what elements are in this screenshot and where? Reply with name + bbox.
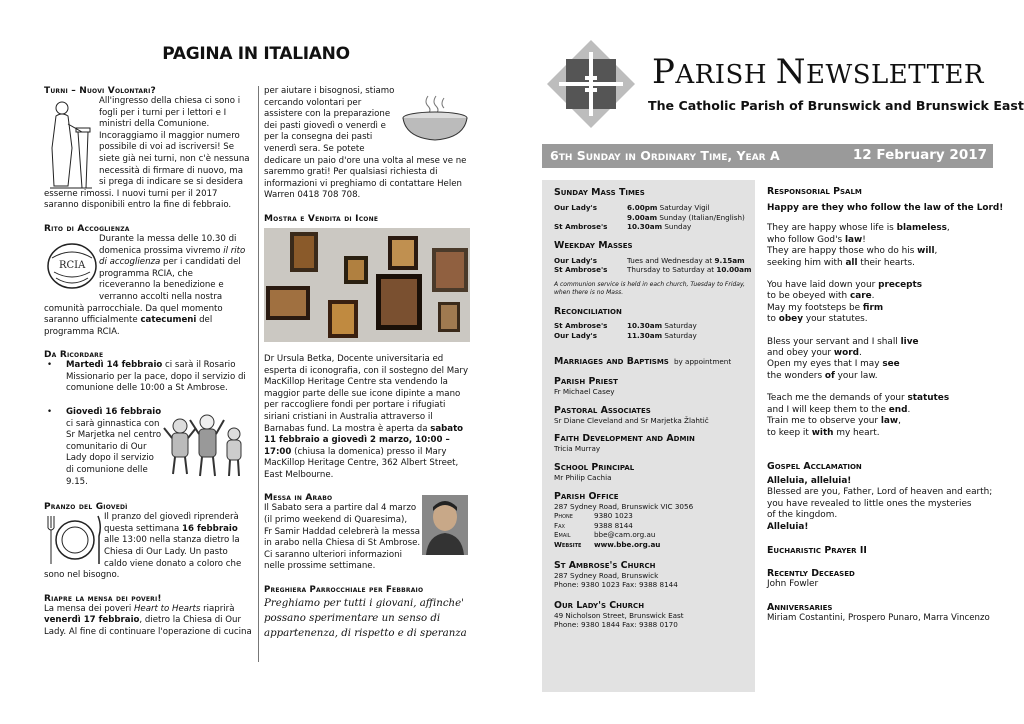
text-line: in arabo nella Chiesa di St Ambrose. [264, 538, 421, 549]
text-run: with [811, 427, 834, 438]
alleluia-line: Alleluia, alleluia! [767, 475, 852, 486]
text-line [44, 604, 254, 616]
text-run: ! [862, 234, 866, 245]
text-run: and I will keep them to the [767, 404, 889, 415]
text-line [264, 424, 474, 436]
text-line: esperta di iconografia, con il sostegno del Mary [264, 365, 469, 376]
text-line: A communion service is held in each church, Tuesday to Friday, [554, 280, 745, 288]
alleluia-line: Alleluia! [767, 521, 809, 532]
mensa-section [44, 604, 254, 639]
text-line [44, 615, 254, 627]
mass-row [554, 203, 755, 213]
text-line [44, 315, 254, 327]
text-run: live [900, 336, 919, 347]
pastoral-associates-names: Sr Diane Cleveland and Sr Marjetka Žlahtič [554, 415, 709, 425]
mass-description: Sunday (Italian/English) [657, 212, 745, 222]
text-line [767, 291, 1007, 302]
recently-deceased-heading: Recently Deceased [767, 567, 855, 579]
text-run: Martedì 14 febbraio [66, 360, 163, 371]
text-line [767, 223, 1007, 234]
anniversaries-names: Miriam Costantini, Prospero Punaro, Marra Vincenzo [767, 613, 990, 624]
liturgical-day: 6th Sunday in Ordinary Time, Year A [550, 148, 780, 163]
text-run: Teach me the demands of your [767, 393, 908, 404]
text-line: MacKillop Heritage Centre sta vendendo la [264, 377, 448, 388]
text-run: . [907, 404, 911, 415]
newsletter-title [652, 52, 984, 92]
text-line: Ci saranno ulteriori informazioni [264, 549, 402, 560]
text-run: Bless your servant and I shall [767, 336, 901, 347]
text-line: verranno accolti nella nostra [99, 291, 223, 302]
text-line: dedicare un paio d'ore una volta al mese ve ne [264, 155, 467, 166]
text-line [767, 348, 1007, 359]
text-run: , [934, 246, 938, 257]
text-line [264, 447, 474, 459]
parish-office-details [554, 502, 755, 550]
text-line [767, 303, 1007, 314]
text-run: Barnabas fund. La mostra è aperta da [264, 423, 431, 434]
website-link[interactable]: www.bbe.org.au [594, 539, 661, 549]
text-line: programma RCIA. [44, 326, 120, 337]
text-line: fogli per i turni per i lettori e I [99, 107, 227, 118]
phone-value: 9380 1023 [594, 511, 633, 521]
text-run: and obey your [767, 348, 834, 359]
text-line: maggior parte delle sue icone dipinte a mano [264, 388, 461, 399]
text-line [99, 257, 254, 269]
parish-info-box [542, 180, 755, 692]
ricordare-section [44, 360, 254, 488]
mass-row [554, 265, 755, 275]
text-line: you have revealed to little ones the mysteries [767, 498, 972, 509]
rcia-logo [44, 236, 100, 292]
icons-exhibition-photo [264, 228, 470, 342]
pranzo-section [44, 512, 254, 582]
text-run: . [858, 348, 862, 359]
text-run: blameless [896, 223, 947, 234]
mass-time: 6.00pm [627, 203, 658, 212]
church-name: St Ambrose's [554, 265, 608, 275]
exercise-illustration [162, 410, 248, 478]
text-line: Preghiamo per tutti i giovani, affinche' [264, 598, 464, 610]
text-line: siriani cristiani in Australia attraverso il [264, 411, 433, 422]
church-name: Our Lady's [554, 330, 598, 340]
text-run: , [898, 416, 901, 427]
text-line: ministri della Comunione. [99, 119, 210, 130]
text-line [767, 428, 1007, 439]
lector-illustration [48, 98, 94, 193]
text-line: Lady. Al fine di continuare l'operazione di cucina [44, 626, 252, 637]
office-row [554, 521, 755, 531]
text-line: cercando volontari per [264, 97, 362, 108]
church-phones: Phone: 9380 1023 Fax: 9388 8144 [554, 580, 678, 590]
text-line [767, 280, 1007, 291]
text-run: will [917, 246, 935, 257]
text-run: venerdì 17 febbraio [44, 615, 140, 626]
text-line: per aiutare i bisognosi, stiamo [264, 86, 395, 96]
text-run: saranno ufficialmente [44, 315, 141, 326]
text-line [767, 258, 1007, 269]
text-line: Fr Samir Haddad celebrerà la messa [264, 526, 420, 537]
recon-time: 10.30am [627, 320, 663, 330]
text-run: see [882, 359, 900, 370]
psalm-response: Happy are they who follow the law of the Lord! [767, 203, 1004, 213]
anniversaries-heading: Anniversaries [767, 602, 833, 614]
text-run: il rito [223, 245, 246, 256]
text-line [767, 416, 1007, 427]
office-row [554, 511, 755, 521]
text-run: law [844, 234, 863, 245]
text-run: Open my eyes that I may [767, 359, 883, 370]
text-line [767, 371, 1007, 382]
mass-description: Tues and Wednesday at [627, 255, 715, 265]
text-run: , dietro la Chiesa di Our [139, 615, 242, 626]
text-line: East Melbourne. [264, 469, 334, 480]
text-line: saremmo grati! Per qualsiasi richiesta di [264, 167, 438, 178]
text-run: firm [862, 302, 884, 313]
text-run: all [845, 257, 858, 268]
mensa-continued [264, 86, 474, 202]
text-line: assistere con la preparazione [264, 109, 391, 120]
website-label: Website [554, 539, 582, 549]
text-run: domenica prossima vivremo [99, 245, 224, 256]
text-line [767, 235, 1007, 246]
priest-photo [422, 495, 468, 555]
text-run: to be obeyed with [767, 291, 850, 302]
text-run: 16 febbraio [182, 523, 238, 534]
text-run: They are happy whose life is [767, 223, 897, 234]
parish-info-content [542, 180, 755, 630]
st-ambrose-heading: St Ambrose's Church [554, 559, 656, 571]
eucharistic-prayer-heading: Eucharistic Prayer II [767, 544, 867, 556]
text-line: di comunione delle [66, 465, 148, 476]
text-run: di accoglienza [99, 257, 161, 268]
church-address: 287 Sydney Road, Brunswick [554, 570, 659, 580]
text-line: comunitario di Our [66, 441, 147, 452]
text-run: . [871, 291, 875, 302]
text-line [767, 337, 1007, 348]
text-line [767, 246, 1007, 257]
weekday-masses-heading: Weekday Masses [554, 239, 633, 251]
text-line [767, 405, 1007, 416]
parish-office-heading: Parish Office [554, 490, 619, 502]
parish-priest-heading: Parish Priest [554, 376, 618, 388]
text-line: 11 febbraio a giovedì 2 marzo, 10:00 – [264, 435, 450, 446]
text-run: May my footsteps be [767, 302, 863, 313]
text-line [767, 314, 1007, 325]
svg-text:RCIA: RCIA [59, 259, 86, 271]
text-line [99, 246, 254, 258]
text-line: nelle prossime settimane. [264, 561, 376, 572]
plate-illustration [44, 512, 102, 568]
text-line: Sr Marjetka nel centro [66, 430, 162, 441]
mass-time: 10.00am [716, 265, 752, 275]
text-run: Heart to Hearts [133, 603, 201, 614]
school-principal-heading: School Principal [554, 461, 635, 473]
text-run: ci sarà il Rosario [162, 360, 236, 371]
text-line: siete già nei turni, non c'è nessuna [99, 153, 250, 164]
text-run: your law. [834, 370, 878, 381]
text-line: (il primo weekend di Quaresima), [264, 515, 408, 526]
title-run: P [652, 52, 676, 92]
faith-development-name: Tricia Murray [554, 444, 601, 454]
recon-day: Saturday [662, 330, 697, 340]
text-line: 9.15. [66, 476, 88, 487]
text-line: All'ingresso della chiesa ci sono i [99, 96, 241, 106]
text-line: necessità di firmare di nuovo, ma [99, 165, 243, 176]
text-line: appartenenza, di rispetto e di speranza [264, 628, 467, 640]
marriages-line [554, 349, 755, 368]
gospel-acclamation-heading: Gospel Acclamation [767, 460, 862, 472]
title-run: ARISH [675, 60, 776, 90]
text-line: programma RCIA, che [99, 268, 193, 279]
text-line: Lady dopo il servizio [66, 453, 154, 464]
psalm-stanza [767, 280, 1007, 326]
mass-times-table [554, 203, 755, 232]
text-line: caldo viene donato a coloro che [104, 558, 242, 569]
recon-row [554, 321, 755, 331]
text-line [767, 393, 1007, 404]
text-line: per raccogliere fondi per portare i rifugiati [264, 400, 446, 411]
icone-section [264, 354, 474, 482]
title-run: EWSLETTER [806, 60, 984, 90]
arabo-heading: Messa in Arabo [264, 493, 333, 504]
liturgy-column [767, 186, 1007, 625]
text-run: who follow God's [767, 234, 845, 245]
mass-time: 9.15am [714, 255, 745, 265]
rito-section [44, 234, 254, 338]
text-run: riaprirà [200, 603, 235, 614]
text-line: ci sarà ginnastica con [66, 418, 160, 429]
text-line [767, 359, 1007, 370]
text-run: questa settimana [104, 523, 183, 534]
text-line: Il Sabato sera a partire dal 4 marzo [264, 503, 417, 514]
mass-description: Saturday Vigil [657, 203, 710, 212]
text-run: per i candidati del [160, 257, 241, 268]
mass-description: Thursday to Saturday at [627, 265, 717, 275]
text-run: end [888, 404, 908, 415]
recon-time: 11.30am [627, 330, 663, 340]
weekday-masses-table [554, 256, 755, 298]
title-run: N [775, 52, 807, 92]
text-line: Blessed are you, Father, Lord of heaven and earth; [767, 487, 993, 498]
text-line: when there is no Mass. [554, 289, 624, 297]
text-run: sabato [430, 423, 464, 434]
italian-page-title: PAGINA IN ITALIANO [162, 44, 350, 64]
office-row [554, 540, 755, 550]
italian-column-1 [44, 86, 254, 639]
rito-heading: Rito di Accoglienza [44, 223, 130, 234]
mass-description: Sunday [662, 222, 692, 232]
text-run: precepts [878, 280, 923, 291]
text-line: informazioni vi preghiamo di contattare Helen [264, 178, 462, 189]
text-line: riceveranno la benedizione e [99, 280, 224, 291]
psalm-stanza [767, 337, 1007, 383]
text-line: possibile di voi ad iscriversi! Se [99, 142, 234, 153]
bullet-item [44, 360, 254, 395]
text-run: statutes [907, 393, 950, 404]
italian-column-2 [264, 86, 474, 641]
text-run: catecumeni [140, 315, 197, 326]
text-line: alle 13:00 nella stanza dietro la [104, 535, 240, 546]
text-line: sono nel bisogno. [44, 570, 120, 581]
psalm-heading: Responsorial Psalm [767, 186, 862, 197]
marriages-note: by appointment [673, 357, 732, 367]
text-line: esserne rimossi. I nuovi turni per il 2017 [44, 188, 218, 199]
text-line: Missionario per la pace, dopo il servizio di [66, 371, 246, 382]
text-run: my heart. [833, 427, 880, 438]
psalm-stanza [767, 223, 1007, 269]
office-address: 287 Sydney Road, Brunswick VIC 3056 [554, 501, 694, 511]
mensa-heading: Riapre la mensa dei poveri! [44, 593, 162, 604]
mass-row [554, 222, 755, 232]
text-line: Chiesa di Our Lady. Un pasto [104, 547, 228, 557]
psalm-stanza [767, 393, 1007, 439]
text-run: seeking him with [767, 257, 846, 268]
preghiera-heading: Preghiera Parrocchiale per Febbraio [264, 585, 424, 596]
faith-development-heading: Faith Development and Admin [554, 433, 695, 445]
text-run: law [880, 416, 899, 427]
icone-heading: Mostra e Vendita di Icone [264, 213, 379, 224]
text-run: to [767, 314, 779, 325]
text-line [104, 524, 254, 536]
text-run: 17:00 [264, 446, 292, 457]
text-run: La mensa dei poveri [44, 603, 134, 614]
mass-time: 10.30am [627, 222, 663, 232]
church-name [554, 213, 627, 223]
email-link[interactable]: bbe@cam.org.au [594, 530, 656, 540]
text-line: of the kingdom. [767, 510, 838, 521]
recon-row [554, 331, 755, 341]
newsletter-subtitle: The Catholic Parish of Brunswick and Brunswick East [648, 98, 1024, 113]
parish-logo [545, 38, 637, 130]
text-run: del [196, 315, 213, 326]
text-run: to keep it [767, 427, 812, 438]
turni-heading: Turni – Nuovi Volontari? [44, 86, 156, 96]
text-run: of [824, 370, 835, 381]
our-lady-heading: Our Lady's Church [554, 599, 645, 611]
text-run: the wonders [767, 370, 825, 381]
arabo-section [264, 503, 474, 573]
text-line: Warren 0418 708 708. [264, 190, 361, 201]
text-run: You have laid down your [767, 280, 879, 291]
recon-day: Saturday [662, 320, 697, 330]
recently-deceased-names: John Fowler [767, 578, 819, 589]
text-line: • Giovedì 16 febbraio [66, 407, 162, 418]
text-run: (chiusa la domenica) presso il Mary [291, 446, 447, 457]
email-label: Email [554, 530, 571, 540]
text-run: Train me to observe your [767, 416, 881, 427]
text-line: Incoraggiamo il maggior numero [99, 130, 240, 141]
church-name: St Ambrose's [554, 320, 608, 330]
column-divider [258, 86, 259, 662]
text-line: comunità parrocchiale. Da quel momento [44, 303, 223, 314]
ricordare-heading: Da Ricordare [44, 350, 104, 361]
issue-date: 12 February 2017 [852, 147, 987, 163]
text-run: care [850, 291, 872, 302]
school-principal-name: Mr Philip Cachia [554, 472, 612, 482]
text-run: obey [778, 314, 803, 325]
st-ambrose-details [554, 571, 755, 590]
text-line [66, 360, 254, 372]
mass-time: 9.00am [627, 212, 658, 222]
text-line: possano sperimentare un senso di [264, 613, 441, 625]
text-line: si prega di indicare se si desidera [99, 177, 243, 188]
church-phones: Phone: 9380 1844 Fax: 9388 0170 [554, 620, 678, 630]
text-run: word [833, 348, 859, 359]
text-line: venerdì sera. Se potete [264, 143, 365, 154]
mass-row [554, 213, 755, 223]
mass-times-heading: Sunday Mass Times [554, 187, 645, 198]
text-run: , [946, 223, 950, 234]
text-line: saranno disponibili entro la fine di febbraio. [44, 200, 232, 211]
text-line: Durante la messa delle 10.30 di [99, 233, 237, 244]
pastoral-associates-heading: Pastoral Associates [554, 404, 651, 416]
text-line: comunione delle 10:00 a St Ambrose. [66, 383, 228, 394]
parish-priest-name: Fr Michael Casey [554, 387, 615, 397]
text-line: MacKillop Heritage Centre, 362 Albert Street, [264, 458, 459, 469]
text-line: Il pranzo del giovedì riprenderà [104, 512, 239, 523]
church-name: St Ambrose's [554, 222, 608, 232]
church-name: Our Lady's [554, 255, 598, 265]
fax-value: 9388 8144 [594, 520, 633, 530]
text-line: dei pasti giovedì o venerdì e [264, 120, 386, 131]
text-run: your statutes. [803, 314, 868, 325]
text-line: Dr Ursula Betka, Docente universitaria ed [264, 353, 444, 364]
reconciliation-table [554, 321, 755, 340]
soup-pot-illustration [400, 94, 470, 142]
reconciliation-heading: Reconciliation [554, 305, 622, 317]
fax-label: Fax [554, 520, 565, 530]
office-row [554, 530, 755, 540]
marriages-heading: Marriages and Baptisms [554, 356, 669, 368]
text-line: per la consegna dei pasti [264, 132, 373, 143]
church-name: Our Lady's [554, 203, 598, 212]
liturgical-date-banner [542, 144, 993, 168]
communion-note [554, 281, 755, 298]
church-address: 49 Nicholson Street, Brunswick East [554, 610, 684, 620]
mass-row [554, 256, 755, 266]
text-run: their hearts. [857, 257, 915, 268]
our-lady-details [554, 611, 755, 630]
pranzo-heading: Pranzo del Giovedì [44, 502, 128, 513]
preghiera-section [264, 596, 474, 641]
text-run: They are happy those who do his [767, 246, 918, 257]
phone-label: Phone [554, 511, 573, 521]
turni-section [44, 96, 254, 212]
gospel-acclamation [767, 476, 1007, 533]
